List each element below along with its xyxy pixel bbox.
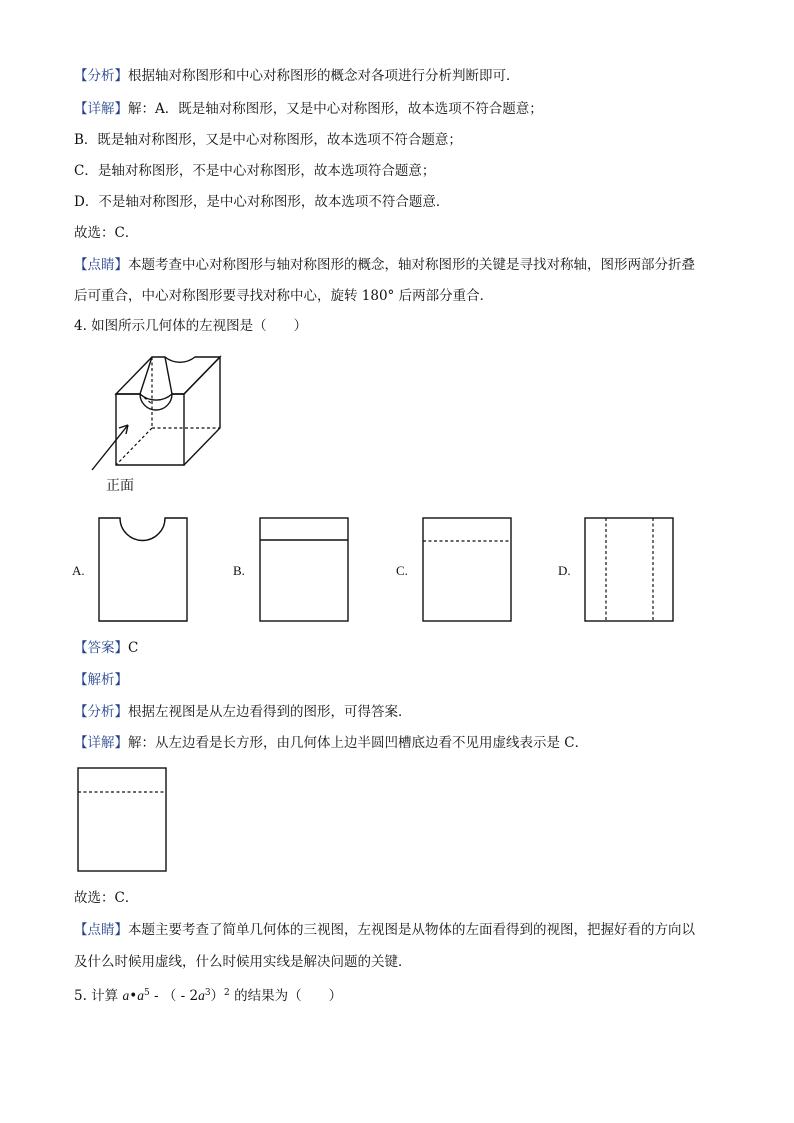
analysis-tag: 【分析】 bbox=[74, 704, 128, 720]
q4-answer bbox=[74, 638, 138, 658]
q3-line-b: B．既是轴对称图形，又是中心对称图形，故本选项不符合题意； bbox=[74, 132, 462, 148]
q5-exp2: 2 bbox=[224, 988, 230, 998]
solution-tag: 【解析】 bbox=[74, 672, 128, 688]
q3-line-d: D．不是轴对称图形，是中心对称图形，故本选项不符合题意． bbox=[74, 194, 450, 210]
detail-tag: 【详解】 bbox=[74, 735, 128, 751]
analysis-text: 根据轴对称图形和中心对称图形的概念对各项进行分析判断即可． bbox=[128, 68, 520, 84]
q5-var-a1: a bbox=[122, 988, 130, 1003]
q3-choice: 故选：C． bbox=[74, 225, 139, 241]
comment-tag: 【点睛】 bbox=[74, 257, 128, 273]
q5-question bbox=[74, 983, 342, 1006]
q3-comment-2: 后可重合，中心对称图形要寻找对称中心，旋转 180° 后两部分重合． bbox=[74, 288, 494, 304]
q4-comment-2: 及什么时候用虚线，什么时候用实线是解决问题的关键． bbox=[74, 954, 412, 970]
solid-side-face bbox=[184, 357, 220, 465]
option-b-figure bbox=[260, 518, 348, 621]
q4-detail bbox=[74, 733, 588, 753]
arrow-shaft bbox=[92, 425, 128, 470]
q3-line-c: C．是轴对称图形，不是中心对称图形，故本选项符合题意； bbox=[74, 163, 436, 179]
q5-var-a3: a bbox=[198, 988, 205, 1003]
option-a-label: A. bbox=[72, 563, 85, 578]
q5-var-a2: a bbox=[137, 988, 144, 1003]
analysis-tag: 【分析】 bbox=[74, 68, 128, 84]
q4-solution bbox=[74, 670, 128, 690]
q5-prefix: 5. 计算 bbox=[74, 988, 123, 1004]
groove-right-edge bbox=[165, 357, 172, 394]
q4-comment-1 bbox=[74, 920, 695, 940]
q5-mid: - （ - 2 bbox=[149, 988, 199, 1004]
option-b-label: B. bbox=[233, 563, 245, 578]
detail-text: 解：A．既是轴对称图形，又是中心对称图形，故本选项不符合题意； bbox=[128, 101, 543, 117]
answer-tag: 【答案】 bbox=[74, 640, 128, 656]
q4-choice: 故选：C． bbox=[74, 890, 139, 906]
q5-close: ） bbox=[210, 988, 225, 1004]
q5-exp3: 3 bbox=[204, 988, 211, 998]
comment-text-1: 本题主要考查了简单几何体的三视图，左视图是从物体的左面看得到的视图，把握好看的方向以 bbox=[128, 922, 695, 938]
q4-analysis bbox=[74, 702, 412, 722]
detail-text: 解：从左边看是长方形，由几何体上边半圆凹槽底边看不见用虚线表示是 C． bbox=[128, 735, 589, 751]
comment-text-1: 本题考查中心对称图形与轴对称图形的概念，轴对称图形的关键是寻找对称轴，图形两部分折叠 bbox=[128, 257, 695, 273]
comment-tag: 【点睛】 bbox=[74, 922, 128, 938]
option-d-figure bbox=[585, 518, 673, 621]
q4-question: 4. 如图所示几何体的左视图是（ ） bbox=[74, 318, 308, 334]
analysis-text: 根据左视图是从左边看得到的图形，可得答案． bbox=[128, 704, 412, 720]
q5-suffix: 的结果为（ ） bbox=[229, 988, 343, 1004]
q5-dot: • bbox=[129, 988, 138, 1004]
detail-tag: 【详解】 bbox=[74, 101, 128, 117]
option-a-figure bbox=[99, 518, 187, 621]
front-label: 正面 bbox=[106, 478, 134, 494]
solution-figure bbox=[78, 768, 166, 871]
option-c-figure bbox=[423, 518, 511, 621]
answer-value: C bbox=[128, 640, 139, 656]
q5-exp5: 5 bbox=[143, 988, 150, 998]
option-d-label: D. bbox=[558, 563, 571, 578]
option-c-label: C. bbox=[396, 563, 408, 578]
